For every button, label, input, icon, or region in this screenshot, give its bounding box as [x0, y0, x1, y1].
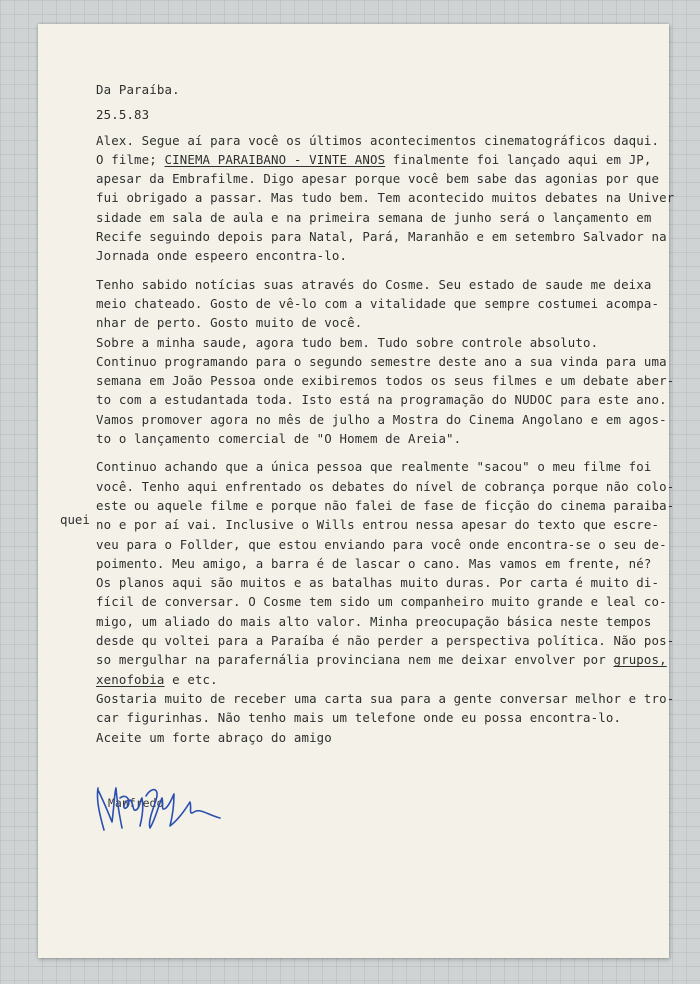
letter-body — [96, 80, 675, 747]
text-line: desde qu voltei para a Paraíba é não perder a perspectiva política. Não pos- — [96, 633, 675, 649]
film-line — [96, 150, 656, 169]
text-line: Recife seguindo depois para Natal, Pará, Maranhão e em setembro Salvador na — [96, 229, 667, 245]
text-line: fícil de conversar. O Cosme tem sido um companheiro muito grande e leal co- — [96, 594, 667, 610]
text-line: este ou aquele filme e porque não falei de fase de ficção do cinema paraiba- — [96, 497, 675, 513]
text-line: to com a estudantada toda. Isto está na programação do NUDOC para este ano. — [96, 392, 667, 408]
text-line: migo, um aliado do mais alto valor. Minha preocupação básica neste tempos — [96, 613, 652, 629]
text-line: meio chateado. Gosto de vê-lo com a vitalidade que sempre costumei acompa- — [96, 295, 660, 311]
underlined-word-xenofobia: xenofobia — [96, 671, 165, 687]
text-line: Continuo programando para o segundo semestre deste ano a sua vinda para uma — [96, 353, 667, 369]
underlined-word-grupos: grupos, — [613, 652, 667, 668]
margin-note: quei — [60, 512, 90, 527]
text-line: Sobre a minha saude, agora tudo bem. Tudo sobre controle absoluto. — [96, 334, 599, 350]
text-line: veu para o Follder, que estou enviando para você onde encontra-se o seu de- — [96, 536, 667, 552]
paragraph-2 — [96, 275, 675, 449]
paragraph-1 — [96, 131, 675, 266]
film-prefix: O filme; — [96, 151, 165, 167]
text-line: Os planos aqui são muitos e as batalhas muito duras. Por carta é muito di- — [96, 575, 660, 591]
typed-signature-name: Manfredo — [108, 796, 164, 810]
text-segment: so mergulhar na parafernália provinciana nem me deixar envolver por — [96, 652, 614, 668]
text-line: Jornada onde espeero encontra-lo. — [96, 248, 348, 264]
signature-stroke — [97, 788, 220, 830]
text-line: poimento. Meu amigo, a barra é de lascar o cano. Mas vamos em frente, né? — [96, 555, 652, 571]
text-line: Alex. Segue aí para você os últimos acontecimentos cinematográficos daqui. — [96, 132, 660, 148]
text-line: semana em João Pessoa onde exibiremos todos os seus filmes e um debate aber- — [96, 373, 675, 389]
text-line: car figurinhas. Não tenho mais um telefone onde eu possa encontra-lo. — [96, 710, 622, 726]
text-line: sidade em sala de aula e na primeira semana de junho será o lançamento em — [96, 209, 652, 225]
text-line: to o lançamento comercial de "O Homem de Areia". — [96, 431, 462, 447]
text-line: no e por aí vai. Inclusive o Wills entrou nessa apesar do texto que escre- — [96, 517, 660, 533]
text-line: Gostaria muito de receber uma carta sua para a gente conversar melhor e tro- — [96, 690, 675, 706]
text-line: Vamos promover agora no mês de julho a Mostra do Cinema Angolano e em agos- — [96, 411, 667, 427]
letter-date: 25.5.83 — [96, 107, 150, 123]
text-line: Continuo achando que a única pessoa que realmente "sacou" o meu filme foi — [96, 459, 652, 475]
letter-place: Da Paraíba. — [96, 82, 180, 97]
text-line: Tenho sabido notícias suas através do Cosme. Seu estado de saude me deixa — [96, 276, 652, 292]
text-line — [96, 670, 656, 689]
closing-line: Aceite um forte abraço do amigo — [96, 729, 332, 745]
text-line: nhar de perto. Gosto muito de você. — [96, 315, 363, 331]
text-line: fui obrigado a passar. Mas tudo bem. Tem acontecido muitos debates na Univer — [96, 190, 675, 206]
paragraph-4 — [96, 689, 675, 747]
text-line: você. Tenho aqui enfrentado os debates do nível de cobrança porque não colo- — [96, 478, 675, 494]
text-line: apesar da Embrafilme. Digo apesar porque você bem sabe das agonias por que — [96, 171, 660, 187]
film-suffix: finalmente foi lançado aqui em JP, — [385, 151, 652, 167]
film-title: CINEMA PARAIBANO - VINTE ANOS — [164, 151, 386, 167]
text-line — [96, 650, 667, 669]
handwritten-signature — [90, 778, 230, 838]
text-segment: e etc. — [164, 671, 218, 687]
paragraph-3 — [96, 457, 675, 689]
